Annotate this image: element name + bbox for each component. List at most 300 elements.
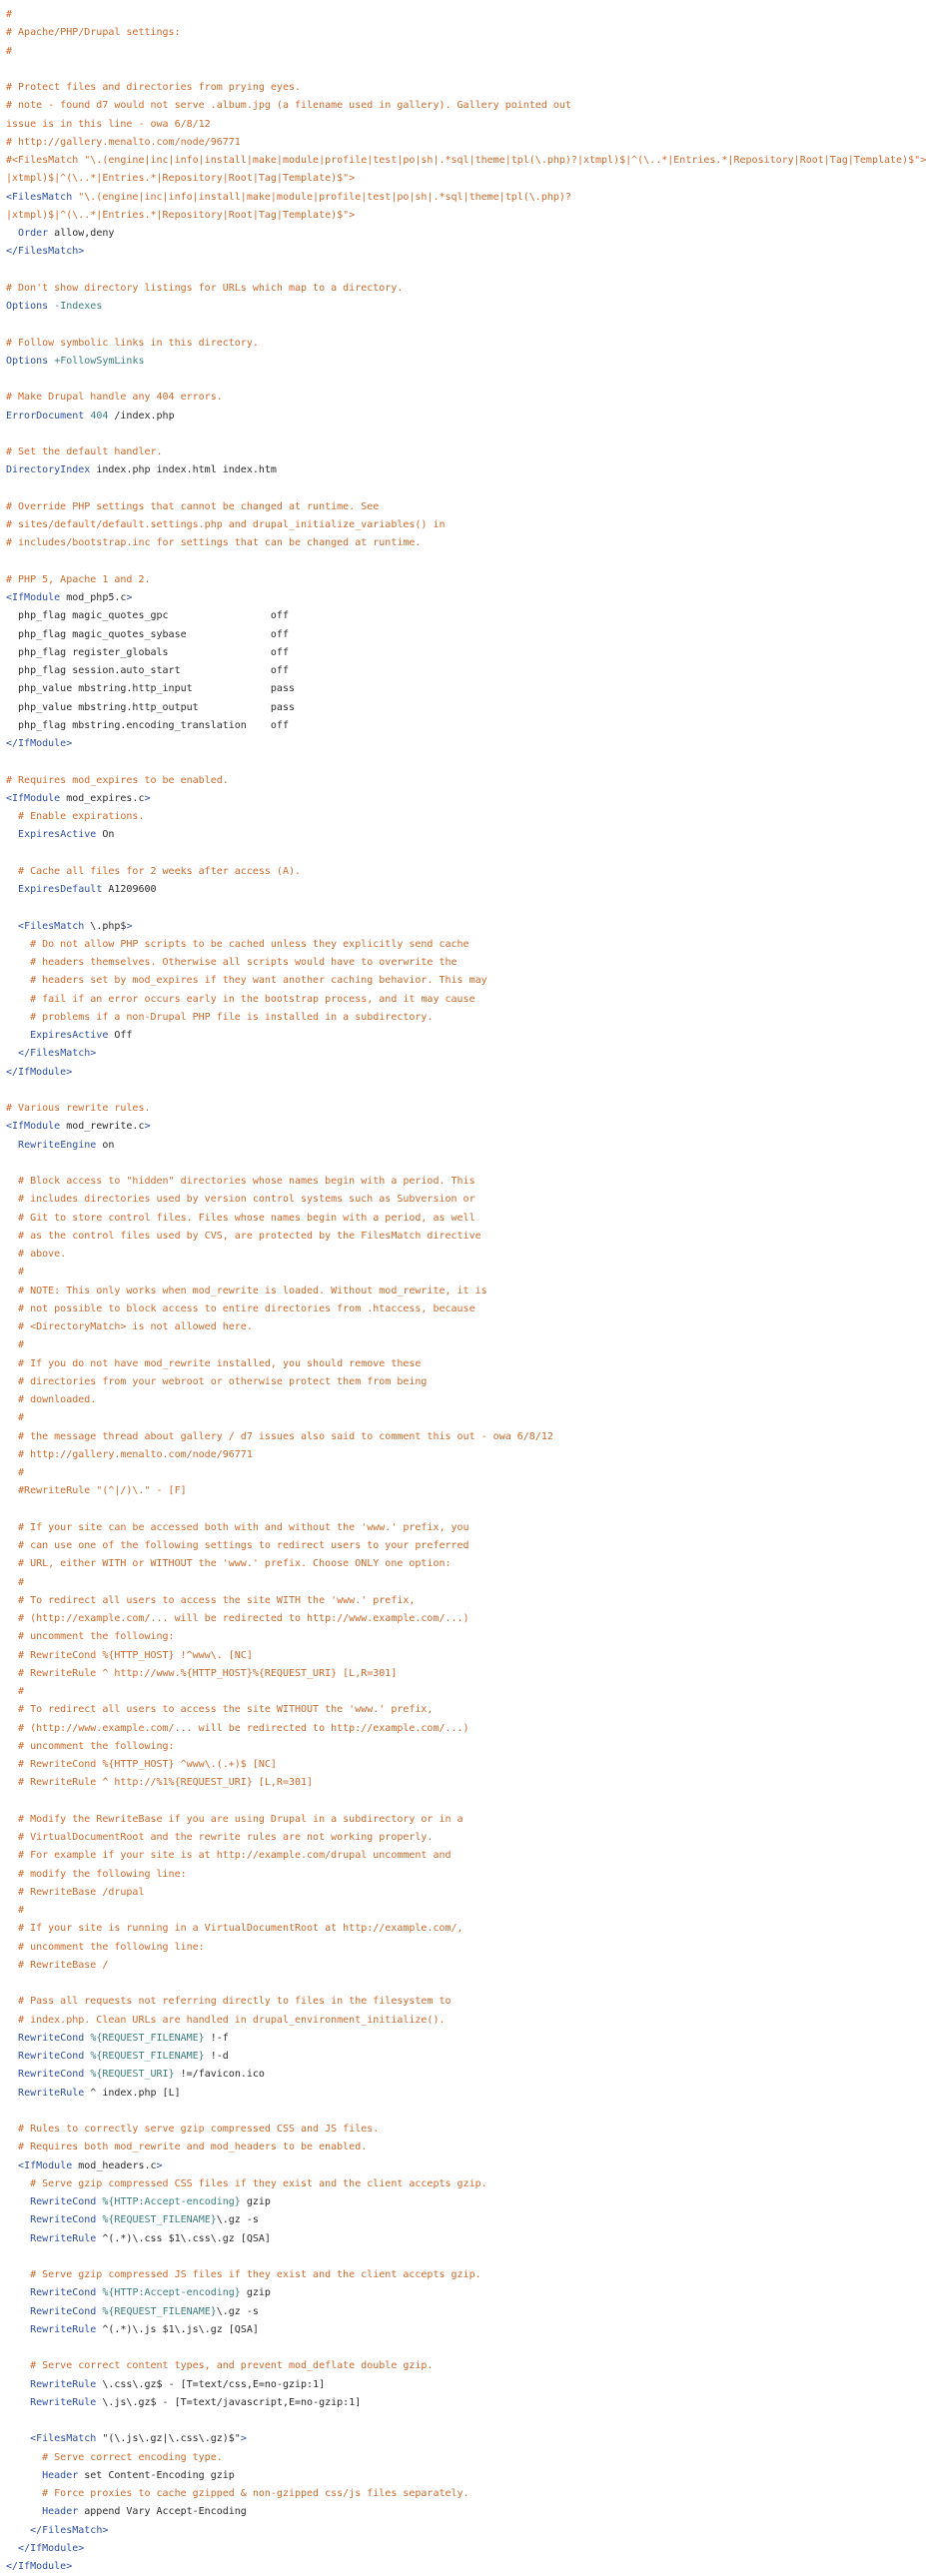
code-token: # <DirectoryMatch> is not allowed here. bbox=[6, 1321, 253, 1332]
code-token: # If your site can be accessed both with and without the 'www.' prefix, you bbox=[6, 1521, 469, 1533]
code-token: # Don't show directory listings for URLs which map to a directory. bbox=[6, 282, 404, 294]
code-token: > bbox=[144, 792, 151, 804]
code-token: |xtmpl)$|^(\..*|Entries.*|Repository|Root|Tag|Template)$"> bbox=[6, 209, 356, 221]
code-line bbox=[6, 243, 599, 261]
code-token: # Override PHP settings that cannot be changed at runtime. See bbox=[6, 500, 380, 512]
code-token: # bbox=[6, 1576, 25, 1588]
code-line bbox=[6, 808, 599, 826]
code-line bbox=[6, 1555, 599, 1573]
code-token: # problems if a non-Drupal PHP file is installed in a subdirectory. bbox=[6, 1011, 434, 1023]
code-line bbox=[6, 954, 599, 972]
code-line bbox=[6, 1720, 599, 1738]
code-token: \.gz -s bbox=[216, 2214, 259, 2226]
code-token bbox=[6, 2069, 18, 2080]
code-line bbox=[6, 189, 599, 207]
code-line bbox=[6, 1355, 599, 1373]
code-token: # bbox=[6, 9, 13, 20]
code-line bbox=[6, 298, 599, 316]
code-line bbox=[6, 2321, 599, 2339]
code-token: # includes directories used by version control systems such as Subversion or bbox=[6, 1194, 475, 1206]
code-line bbox=[6, 2121, 599, 2139]
code-line bbox=[6, 1482, 599, 1500]
code-line bbox=[6, 571, 599, 589]
code-line bbox=[6, 2030, 599, 2048]
code-token: php_flag mbstring.encoding_translation off bbox=[6, 719, 289, 731]
code-line bbox=[6, 225, 599, 243]
code-line bbox=[6, 644, 599, 662]
code-token: > bbox=[126, 920, 133, 932]
code-line bbox=[6, 1683, 599, 1701]
code-line bbox=[6, 699, 599, 717]
code-token: # Git to store control files. Files whose names begin with a period, as well bbox=[6, 1212, 475, 1224]
code-token: ^ index.php [L] bbox=[84, 2087, 181, 2099]
code-token: # Serve correct content types, and prevent mod_deflate double gzip. bbox=[6, 2360, 434, 2372]
code-token: php_value mbstring.http_output pass bbox=[6, 701, 295, 713]
code-token: # bbox=[6, 1412, 25, 1424]
code-line bbox=[6, 918, 599, 936]
code-line bbox=[6, 1774, 599, 1792]
code-token: issue is in this line - owa 6/8/12 bbox=[6, 118, 211, 130]
code-token bbox=[6, 921, 18, 932]
code-token: # bbox=[6, 1339, 25, 1351]
code-line bbox=[6, 2412, 599, 2430]
code-token: A1209600 bbox=[102, 884, 157, 895]
code-line bbox=[6, 2157, 599, 2175]
code-token: # sites/default/default.settings.php and drupal_initialize_variables() in bbox=[6, 519, 446, 530]
code-line bbox=[6, 1628, 599, 1646]
code-line bbox=[6, 1082, 599, 1100]
code-token: # Various rewrite rules. bbox=[6, 1103, 151, 1114]
code-token: # fail if an error occurs early in the bootstrap process, and it may cause bbox=[6, 993, 475, 1005]
code-line bbox=[6, 936, 599, 954]
code-token: # index.php. Clean URLs are handled in drupal_environment_initialize(). bbox=[6, 2014, 446, 2026]
code-token: # headers themselves. Otherwise all scripts would have to overwrite the bbox=[6, 957, 458, 968]
code-line bbox=[6, 1173, 599, 1191]
code-line bbox=[6, 79, 599, 97]
code-token: </FilesMatch> bbox=[18, 1048, 97, 1060]
code-line bbox=[6, 826, 599, 844]
code-token: # Block access to "hidden" directories whose names begin with a period. This bbox=[6, 1176, 475, 1187]
code-line bbox=[6, 845, 599, 863]
code-token: # bbox=[6, 1686, 25, 1697]
code-token: > bbox=[156, 2159, 163, 2171]
code-line bbox=[6, 116, 599, 134]
code-line bbox=[6, 134, 599, 152]
code-token: RewriteCond bbox=[18, 2069, 85, 2081]
code-line bbox=[6, 1701, 599, 1719]
code-token bbox=[6, 2543, 18, 2554]
code-token: # VirtualDocumentRoot and the rewrite rules are not working properly. bbox=[6, 1832, 434, 1843]
code-line bbox=[6, 717, 599, 735]
code-token: <FilesMatch bbox=[6, 191, 79, 203]
code-line bbox=[6, 335, 599, 353]
code-token: DirectoryIndex bbox=[6, 464, 91, 476]
code-line bbox=[6, 2048, 599, 2066]
code-token: # To redirect all users to access the site WITHOUT the 'www.' prefix, bbox=[6, 1704, 434, 1716]
code-line bbox=[6, 534, 599, 552]
code-token: !-d bbox=[204, 2051, 229, 2062]
code-line bbox=[6, 262, 599, 280]
code-line bbox=[6, 863, 599, 881]
code-token: #<FilesMatch "\.(engine|inc|info|install|make|module|profile|test|po|sh|.*sql|theme|tpl(\.php)?|xtmpl)$|^(\..*|Entries.*|Repository|Root|Tag|Template)$"> bbox=[6, 155, 926, 166]
code-token: "(\.js\.gz|\.css\.gz)$" bbox=[96, 2433, 241, 2445]
code-line bbox=[6, 1592, 599, 1610]
code-token: # For example if your site is at http://example.com/drupal uncomment and bbox=[6, 1850, 452, 1862]
code-line bbox=[6, 1665, 599, 1683]
code-token: append Vary Accept-Encoding bbox=[78, 2506, 247, 2518]
code-line bbox=[6, 1847, 599, 1865]
code-token: Order bbox=[18, 228, 49, 239]
code-line bbox=[6, 2303, 599, 2321]
code-line bbox=[6, 881, 599, 899]
code-line bbox=[6, 1537, 599, 1555]
code-line bbox=[6, 1920, 599, 1938]
code-token: php_value mbstring.http_input pass bbox=[6, 683, 295, 695]
code-line bbox=[6, 607, 599, 625]
code-token bbox=[6, 829, 18, 840]
code-line bbox=[6, 1811, 599, 1829]
code-token: Off bbox=[108, 1030, 133, 1041]
code-line bbox=[6, 1829, 599, 1847]
code-line bbox=[6, 772, 599, 790]
code-token: RewriteRule bbox=[30, 2232, 97, 2244]
code-token: # Make Drupal handle any 404 errors. bbox=[6, 392, 223, 404]
code-line bbox=[6, 2230, 599, 2248]
code-line bbox=[6, 1155, 599, 1173]
code-token: </FilesMatch> bbox=[6, 246, 85, 258]
code-token: # Do not allow PHP scripts to be cached unless they explicitly send cache bbox=[6, 938, 469, 950]
code-token: </IfModule> bbox=[6, 738, 73, 749]
code-token: # Serve gzip compressed CSS files if they exist and the client accepts gzip. bbox=[6, 2177, 487, 2189]
code-line bbox=[6, 2449, 599, 2467]
code-line bbox=[6, 1939, 599, 1957]
code-line bbox=[6, 280, 599, 298]
code-line bbox=[6, 443, 599, 461]
code-token: # as the control files used by CVS, are protected by the FilesMatch directive bbox=[6, 1230, 481, 1242]
code-line bbox=[6, 1975, 599, 1993]
code-line bbox=[6, 2193, 599, 2211]
code-line bbox=[6, 680, 599, 698]
code-token: <IfModule bbox=[6, 592, 61, 603]
code-token: Header bbox=[42, 2469, 79, 2481]
code-line bbox=[6, 1610, 599, 1628]
code-line bbox=[6, 2394, 599, 2412]
code-line bbox=[6, 991, 599, 1009]
code-line bbox=[6, 2211, 599, 2229]
code-token: # Force proxies to cache gzipped & non-gzipped css/js files separately. bbox=[6, 2488, 469, 2499]
code-line bbox=[6, 2522, 599, 2540]
code-token: # Follow symbolic links in this directory. bbox=[6, 337, 259, 349]
code-token bbox=[6, 2433, 30, 2444]
code-line bbox=[6, 170, 599, 188]
code-token: # Enable expirations. bbox=[6, 811, 145, 822]
code-token: </FilesMatch> bbox=[30, 2524, 109, 2536]
code-token: index.php index.html index.htm bbox=[90, 464, 277, 476]
code-line bbox=[6, 1793, 599, 1811]
code-line bbox=[6, 1009, 599, 1027]
code-token: +FollowSymLinks bbox=[54, 355, 145, 367]
code-token: # headers set by mod_expires if they want another caching behavior. This may bbox=[6, 975, 487, 987]
code-token: php_flag register_globals off bbox=[6, 646, 289, 658]
code-token: RewriteEngine bbox=[18, 1139, 97, 1151]
code-token: # RewriteCond %{HTTP_HOST} ^www\.(.+)$ [NC] bbox=[6, 1759, 277, 1770]
code-line bbox=[6, 426, 599, 443]
code-line bbox=[6, 735, 599, 753]
code-token: </IfModule> bbox=[6, 2561, 73, 2572]
code-token bbox=[6, 2160, 18, 2171]
code-token: # above. bbox=[6, 1249, 67, 1260]
code-line bbox=[6, 1228, 599, 1246]
code-token: # bbox=[6, 1905, 25, 1916]
code-line bbox=[6, 2503, 599, 2521]
code-token: ^(.*)\.js $1\.js\.gz [QSA] bbox=[96, 2323, 259, 2335]
code-token: # Requires both mod_rewrite and mod_headers to be enabled. bbox=[6, 2142, 368, 2153]
code-token: # RewriteBase /drupal bbox=[6, 1886, 145, 1898]
code-line bbox=[6, 2467, 599, 2485]
code-line bbox=[6, 589, 599, 607]
code-line bbox=[6, 516, 599, 534]
code-line bbox=[6, 1100, 599, 1118]
code-token: # URL, either WITH or WITHOUT the 'www.' prefix. Choose ONLY one option: bbox=[6, 1558, 452, 1570]
code-token: # Set the default handler. bbox=[6, 446, 163, 457]
code-token: mod_php5.c bbox=[60, 592, 127, 603]
code-token: %{HTTP:Accept-encoding} bbox=[102, 2287, 241, 2299]
code-line bbox=[6, 2248, 599, 2266]
code-token: on bbox=[96, 1139, 115, 1151]
code-token: # RewriteBase / bbox=[6, 1959, 109, 1971]
code-line bbox=[6, 1191, 599, 1209]
code-token: # directories from your webroot or otherwise protect them from being bbox=[6, 1375, 428, 1387]
code-token: <FilesMatch bbox=[18, 920, 85, 932]
code-token bbox=[6, 1030, 30, 1041]
code-token: # uncomment the following: bbox=[6, 1740, 175, 1752]
code-line bbox=[6, 1993, 599, 2011]
code-line bbox=[6, 1574, 599, 1592]
code-line bbox=[6, 2357, 599, 2375]
code-token bbox=[6, 228, 18, 239]
code-token: # PHP 5, Apache 1 and 2. bbox=[6, 573, 151, 585]
code-token: -Indexes bbox=[54, 301, 103, 312]
code-token: php_flag session.auto_start off bbox=[6, 665, 289, 676]
code-token: php_flag magic_quotes_sybase off bbox=[6, 628, 289, 640]
code-token: # downloaded. bbox=[6, 1394, 97, 1405]
code-token: "\.(engine|inc|info|install|make|module|profile|test|po|sh|.*sql|theme|tpl(\.php)? bbox=[78, 191, 571, 203]
code-token bbox=[6, 1048, 18, 1059]
code-token: # (http://example.com/... will be redirected to http://www.example.com/...) bbox=[6, 1613, 469, 1624]
code-line bbox=[6, 1118, 599, 1136]
code-token: Header bbox=[42, 2506, 79, 2518]
code-token: Options bbox=[6, 355, 49, 367]
code-token: RewriteRule bbox=[30, 2378, 97, 2390]
code-line bbox=[6, 2085, 599, 2103]
code-token: # modify the following line: bbox=[6, 1868, 187, 1880]
code-token: > bbox=[126, 592, 133, 603]
code-line bbox=[6, 2012, 599, 2030]
code-line bbox=[6, 316, 599, 334]
code-token bbox=[6, 2397, 30, 2408]
code-line bbox=[6, 2284, 599, 2302]
code-token: # Serve correct encoding type. bbox=[6, 2451, 223, 2463]
code-line bbox=[6, 1902, 599, 1920]
code-line bbox=[6, 6, 599, 24]
code-token: # http://gallery.menalto.com/node/96771 bbox=[6, 1448, 253, 1460]
code-token: Options bbox=[6, 301, 49, 312]
code-line bbox=[6, 461, 599, 479]
code-line bbox=[6, 972, 599, 990]
code-token: RewriteRule bbox=[30, 2396, 97, 2408]
code-token: # RewriteCond %{HTTP_HOST} !^www\. [NC] bbox=[6, 1649, 253, 1661]
code-token: # RewriteRule ^ http://www.%{HTTP_HOST}%{REQUEST_URI} [L,R=301] bbox=[6, 1667, 398, 1679]
code-token: # (http://www.example.com/... will be redirected to http://example.com/...) bbox=[6, 1722, 469, 1734]
code-token: !=/favicon.ico bbox=[174, 2069, 265, 2081]
code-token: set Content-Encoding gzip bbox=[78, 2469, 235, 2481]
code-token: \.css\.gz$ - [T=text/css,E=no-gzip:1] bbox=[96, 2378, 326, 2390]
code-token: RewriteCond bbox=[30, 2305, 97, 2317]
code-line bbox=[6, 626, 599, 644]
code-line bbox=[6, 1064, 599, 1082]
code-line bbox=[6, 1738, 599, 1756]
code-line bbox=[6, 1957, 599, 1975]
code-token bbox=[6, 2379, 30, 2390]
code-token: ExpiresActive bbox=[30, 1030, 109, 1041]
code-token bbox=[6, 2287, 30, 2298]
code-line bbox=[6, 498, 599, 516]
code-line bbox=[6, 553, 599, 571]
code-line bbox=[6, 389, 599, 407]
code-token: # bbox=[6, 45, 13, 57]
code-line bbox=[6, 1428, 599, 1446]
code-token: mod_rewrite.c bbox=[60, 1121, 145, 1133]
code-token: ExpiresDefault bbox=[18, 884, 103, 895]
code-token bbox=[6, 2033, 18, 2044]
code-token: On bbox=[96, 829, 115, 841]
code-line bbox=[6, 2339, 599, 2357]
code-token: gzip bbox=[240, 2287, 271, 2299]
code-line bbox=[6, 1501, 599, 1519]
code-token: #RewriteRule "(^|/)\." - [F] bbox=[6, 1485, 187, 1497]
code-token: \.js\.gz$ - [T=text/javascript,E=no-gzip:1] bbox=[96, 2396, 362, 2408]
code-token: RewriteCond bbox=[18, 2051, 85, 2062]
code-line bbox=[6, 24, 599, 42]
code-line bbox=[6, 1391, 599, 1409]
code-line bbox=[6, 1464, 599, 1482]
code-line bbox=[6, 152, 926, 170]
code-token: </IfModule> bbox=[6, 1066, 73, 1078]
code-token: # RewriteRule ^ http://%1%{REQUEST_URI} [L,R=301] bbox=[6, 1777, 314, 1789]
code-token bbox=[6, 2214, 30, 2225]
code-token bbox=[6, 2525, 30, 2536]
code-token bbox=[6, 2470, 42, 2481]
code-token: </IfModule> bbox=[18, 2542, 85, 2554]
code-line bbox=[6, 1446, 599, 1464]
code-token: ^(.*)\.css $1\.css\.gz [QSA] bbox=[96, 2232, 271, 2244]
code-token: %{HTTP:Accept-encoding} bbox=[102, 2196, 241, 2207]
code-line bbox=[6, 61, 599, 79]
code-token: # uncomment the following line: bbox=[6, 1941, 205, 1953]
code-token: RewriteCond bbox=[30, 2214, 97, 2226]
code-token: 404 bbox=[90, 410, 109, 422]
code-line bbox=[6, 1866, 599, 1884]
code-token: %{REQUEST_FILENAME} bbox=[102, 2214, 217, 2226]
code-line bbox=[6, 2266, 599, 2284]
code-token bbox=[6, 2196, 30, 2207]
code-token: # Apache/PHP/Drupal settings: bbox=[6, 27, 181, 39]
code-token: # bbox=[6, 1267, 25, 1279]
code-token: mod_headers.c bbox=[72, 2159, 157, 2171]
code-token: %{REQUEST_FILENAME} bbox=[90, 2051, 205, 2062]
code-token: RewriteCond bbox=[30, 2196, 97, 2207]
code-token: !-f bbox=[204, 2032, 229, 2044]
code-token: # can use one of the following settings to redirect users to your preferred bbox=[6, 1540, 469, 1551]
code-token: # http://gallery.menalto.com/node/96771 bbox=[6, 136, 241, 148]
code-token: ExpiresActive bbox=[18, 829, 97, 841]
code-token: RewriteRule bbox=[18, 2087, 85, 2099]
code-line bbox=[6, 1884, 599, 1902]
code-line bbox=[6, 2376, 599, 2394]
code-token: gzip bbox=[240, 2196, 271, 2207]
code-line bbox=[6, 1647, 599, 1665]
code-line bbox=[6, 2139, 599, 2156]
code-line bbox=[6, 2175, 599, 2193]
code-line bbox=[6, 899, 599, 917]
code-token: # Modify the RewriteBase if you are using Drupal in a subdirectory or in a bbox=[6, 1813, 463, 1825]
code-token bbox=[6, 884, 18, 895]
code-token: # the message thread about gallery / d7 issues also said to comment this out - owa 6/8/12 bbox=[6, 1430, 553, 1442]
code-token: allow,deny bbox=[48, 228, 115, 239]
code-line bbox=[6, 353, 599, 371]
code-line bbox=[6, 2430, 599, 2448]
code-token: # Pass all requests not referring directly to files in the filesystem to bbox=[6, 1996, 452, 2008]
code-token: # Cache all files for 2 weeks after access (A). bbox=[6, 865, 302, 877]
code-token bbox=[6, 2306, 30, 2317]
code-line bbox=[6, 1246, 599, 1264]
code-token: |xtmpl)$|^(\..*|Entries.*|Repository|Root|Tag|Template)$"> bbox=[6, 173, 356, 185]
code-line bbox=[6, 2066, 599, 2084]
code-line bbox=[6, 408, 599, 426]
code-token: # not possible to block access to entire directories from .htaccess, because bbox=[6, 1302, 475, 1314]
code-token: mod_expires.c bbox=[60, 792, 145, 804]
code-line bbox=[6, 1027, 599, 1045]
code-line bbox=[6, 662, 599, 680]
code-line bbox=[6, 1045, 599, 1063]
code-token bbox=[6, 2088, 18, 2099]
code-token: RewriteCond bbox=[30, 2287, 97, 2299]
code-line bbox=[6, 480, 599, 498]
code-token bbox=[6, 1140, 18, 1151]
code-line bbox=[6, 1300, 599, 1318]
code-line bbox=[6, 1137, 599, 1155]
code-line bbox=[6, 97, 599, 115]
code-line bbox=[6, 1283, 599, 1300]
code-token bbox=[6, 2506, 42, 2517]
code-token bbox=[6, 2051, 18, 2062]
code-line bbox=[6, 1318, 599, 1336]
code-token: %{REQUEST_URI} bbox=[90, 2069, 175, 2081]
code-token: # includes/bootstrap.inc for settings that can be changed at runtime. bbox=[6, 537, 422, 549]
code-line bbox=[6, 1409, 599, 1427]
code-line bbox=[6, 1264, 599, 1282]
code-line bbox=[6, 371, 599, 389]
code-token: > bbox=[240, 2433, 247, 2445]
code-token: <IfModule bbox=[6, 1121, 61, 1133]
code-token: # Rules to correctly serve gzip compressed CSS and JS files. bbox=[6, 2124, 380, 2135]
code-token: # bbox=[6, 1467, 25, 1478]
code-token: %{REQUEST_FILENAME} bbox=[102, 2305, 217, 2317]
code-line bbox=[6, 1756, 599, 1774]
code-token: /index.php bbox=[108, 410, 175, 422]
code-line bbox=[6, 1373, 599, 1391]
code-token: ErrorDocument bbox=[6, 410, 85, 422]
